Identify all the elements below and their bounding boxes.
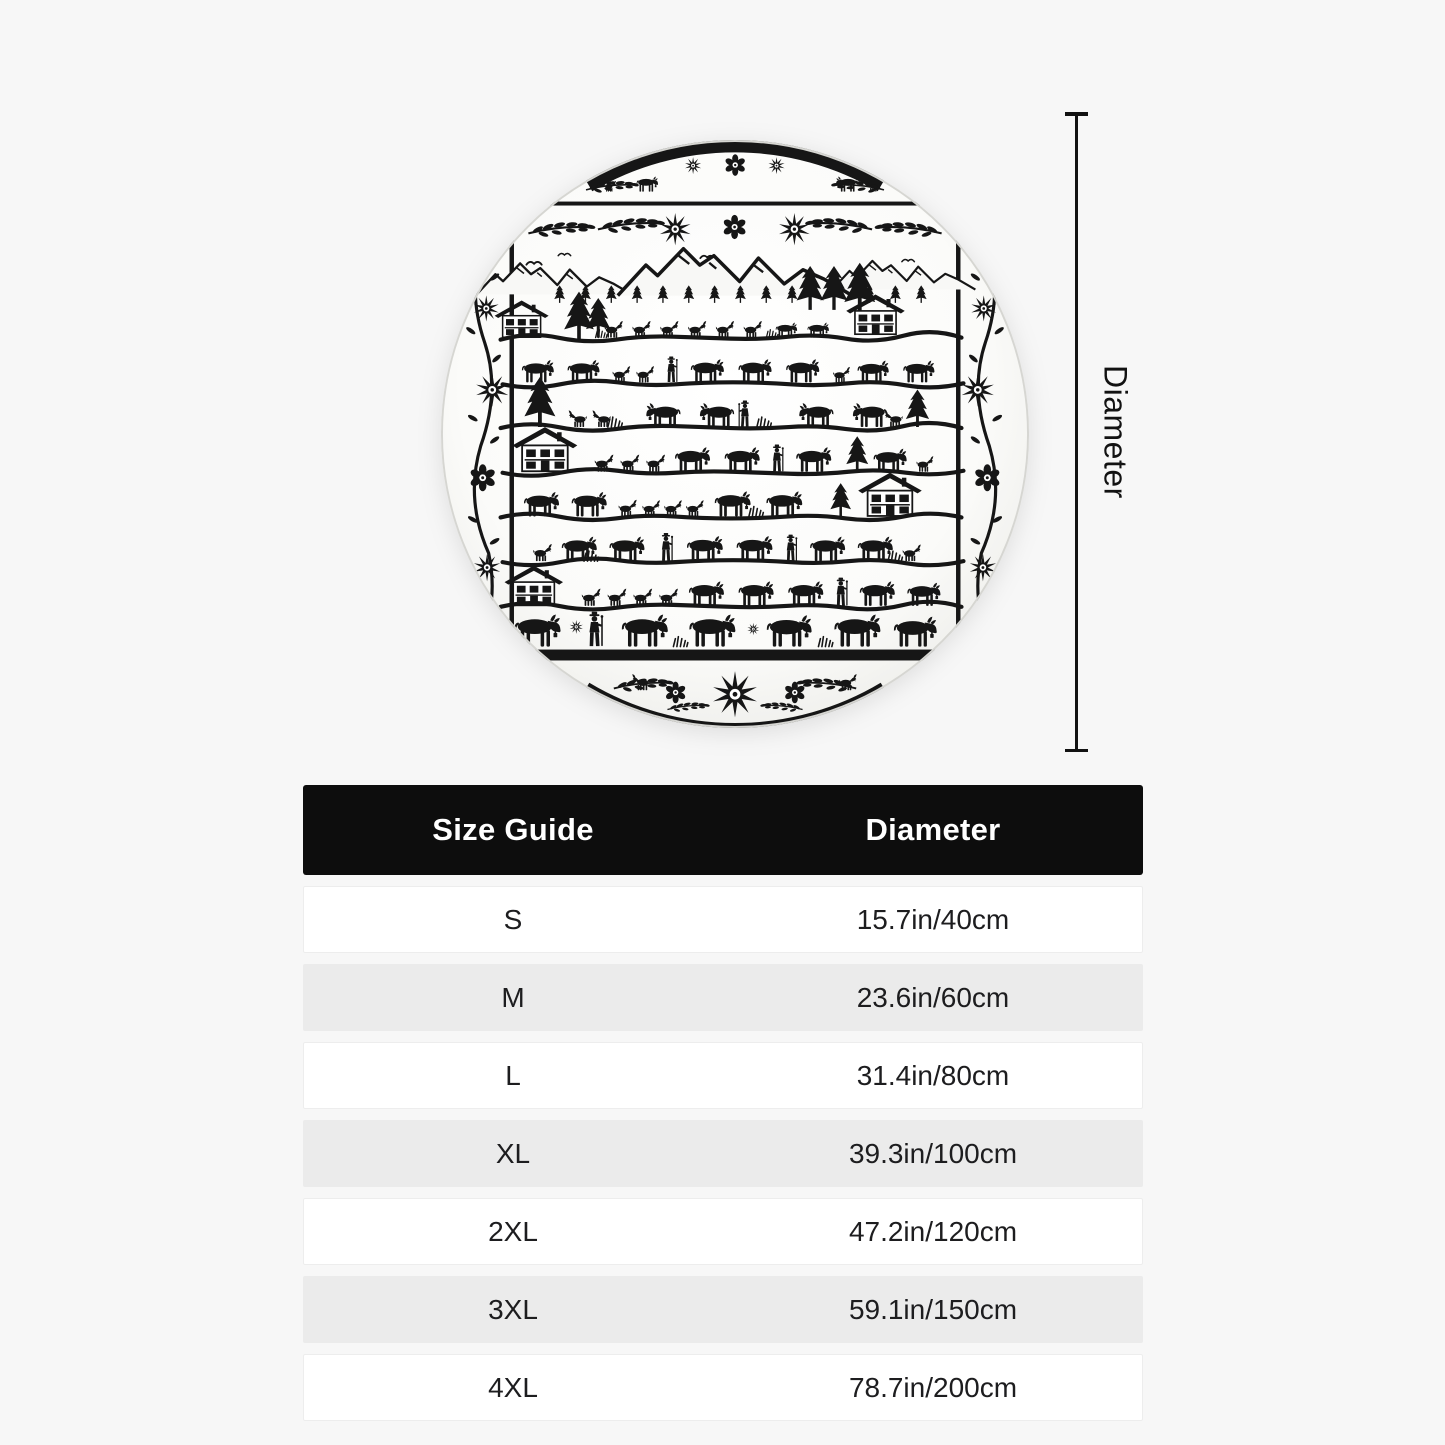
size-cell: S <box>503 903 523 935</box>
size-cell: XL <box>495 1137 531 1169</box>
size-guide-table <box>303 785 1143 1421</box>
diameter-cell: 59.1in/150cm <box>848 1293 1018 1325</box>
product-image-round-rug <box>437 136 1033 732</box>
diameter-cell: 23.6in/60cm <box>856 981 1010 1013</box>
size-cell: M <box>501 981 525 1013</box>
size-cell: 3XL <box>488 1293 538 1325</box>
table-row-2xl <box>303 1198 1143 1265</box>
table-row-m <box>303 964 1143 1031</box>
rug-svg <box>437 136 1033 732</box>
diameter-cell: 39.3in/100cm <box>848 1137 1018 1169</box>
header-diameter: Diameter <box>865 812 1001 847</box>
diameter-cell: 15.7in/40cm <box>856 903 1010 935</box>
diameter-measure-line <box>1075 112 1078 752</box>
diameter-cell: 31.4in/80cm <box>856 1059 1010 1091</box>
diameter-cell: 47.2in/120cm <box>848 1215 1018 1247</box>
table-row-l <box>303 1042 1143 1109</box>
measure-cap-bottom <box>1065 749 1088 753</box>
table-row-4xl <box>303 1354 1143 1421</box>
size-cell: L <box>505 1059 521 1091</box>
table-row-3xl <box>303 1276 1143 1343</box>
table-header <box>303 785 1143 875</box>
diameter-label: Diameter <box>1097 365 1134 499</box>
table-row-xl <box>303 1120 1143 1187</box>
table-row-s <box>303 886 1143 953</box>
size-cell: 4XL <box>488 1371 538 1403</box>
measure-cap-top <box>1065 112 1088 116</box>
size-cell: 2XL <box>488 1215 538 1247</box>
header-size-guide: Size Guide <box>432 812 594 847</box>
diameter-cell: 78.7in/200cm <box>848 1371 1018 1403</box>
